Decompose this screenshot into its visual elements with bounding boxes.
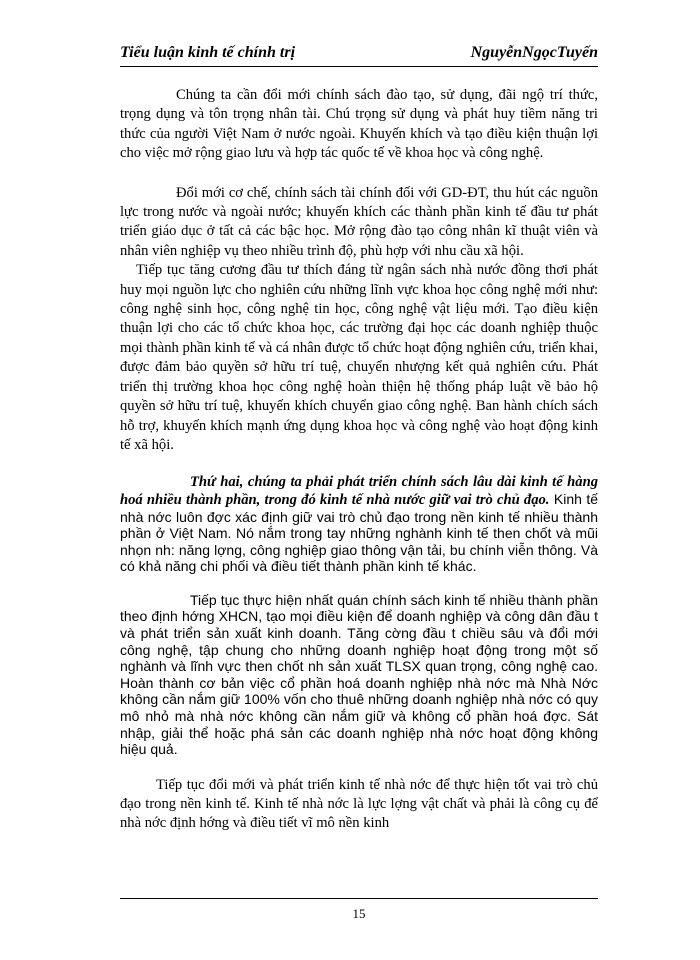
paragraph-2: Đổi mới cơ chế, chính sách tài chính đối với GD-ĐT, thu hút các nguồn lực trong nước và ngoài nước; khuyến khích các thành phần kinh tế đầu tư phát triển giáo dục ở tất cả các bậc học. Mở rộng đào tạo công nhân kĩ thuật viên và nhân viên nghiệp vụ theo nhiều trình độ, phù hợp với nhu cầu xã hội. bbox=[120, 184, 598, 259]
paragraph-4-bold-lead: Thứ hai, chúng ta phải phát triển chính sách lâu dài kinh tế hàng hoá nhiều thành phần, trong đó kinh tế nhà nước giữ vai trò chủ đạo. bbox=[120, 474, 598, 508]
header-author: NguyễnNgọcTuyến bbox=[470, 44, 598, 61]
paragraph-4-body: Kinh tế nhà nớc luôn đợc xác định giữ vai trò chủ đạo trong nền kinh tế nhiều thành phần ở Việt Nam. Nó nắm trong tay những nghành kinh tế then chốt và mũi nhọn nh: năng lợng, công nghiệp giao thông vận tải, bu chính viễn thông. Và có khả năng chi phối và điều tiết thành phần kinh tế khác. bbox=[120, 490, 598, 575]
document-body bbox=[120, 86, 598, 833]
header-title: Tiểu luận kinh tế chính trị bbox=[120, 44, 296, 61]
paragraph-3: Tiếp tục tăng cương đầu tư thích đáng từ ngân sách nhà nước đồng thơi phát huy mọi nguồn lực cho nghiên cứu những lĩnh vực khoa học công nghệ mới như: công nghệ sinh học, công nghệ tin học, công nghệ vật liệu mới. Tạo điều kiện thuận lợi cho các tổ chức khoa học, các trường đại học các doanh nghiệp thuộc mọi thành phần kinh tế và cá nhân được tổ chức hoạt động nghiên cứu, triển khai, được đảm bảo quyền sở hữu trí tuệ, chuyển nhượng kết quả nghiên cứu. Phát triển thị trường khoa học công nghệ hoàn thiện hệ thống pháp luật về bảo hộ quyền sở hữu trí tuệ, khuyến khích chuyển giao công nghệ. Ban hành chích sách hỗ trợ, khuyến khích mạnh ứng dụng khoa học và công nghệ vào hoạt động kinh tế xã hội. bbox=[120, 262, 598, 453]
page-number: 15 bbox=[352, 906, 366, 921]
paragraph-4 bbox=[120, 473, 598, 575]
paragraph-6: Tiếp tục đổi mới và phát triển kinh tế nhà nớc để thực hiện tốt vai trò chủ đạo trong nền kinh tế. Kinh tế nhà nớc là lực lợng vật chất và phải là công cụ để nhà nớc định hớng và điều tiết vĩ mô nền kinh bbox=[120, 776, 598, 831]
page-header bbox=[120, 40, 598, 67]
paragraph-5: Tiếp tục thực hiện nhất quán chính sách kinh tế nhiều thành phần theo định hớng XHCN, tạo mọi điều kiện để doanh nghiệp và công dân đầu t và phát triển sản xuất kinh doanh. Tăng cờng đầu t chiều sâu và đổi mới công nghệ, tập chung cho những doanh nghiệp hoạt động trong một số nghành và lĩnh vực then chốt nh sản xuất TLSX quan trọng, công nghệ cao. Hoàn thành cơ bản việc cổ phần hoá doanh nghiệp nhà nớc mà Nhà Nớc không cần nắm giữ 100% vốn cho thuê những doanh nghiệp nhà nớc có quy mô nhỏ mà nhà nớc không cần nắm giữ và không cổ phần hoá đợc. Sát nhập, giải thể hoặc phá sản các doanh nghiệp nhà nớc hoạt động không hiệu quả. bbox=[120, 591, 598, 758]
footer-divider bbox=[120, 898, 598, 899]
paragraph-1: Chúng ta cần đổi mới chính sách đào tạo, sử dụng, đãi ngộ trí thức, trọng dụng và tôn trọng nhân tài. Chú trọng sử dụng và phát huy tiềm năng tri thức của người Việt Nam ở nước ngoài. Khuyến khích và tạo điều kiện thuận lợi cho việc mở rộng giao lưu và hợp tác quốc tế về khoa học và công nghệ. bbox=[120, 87, 598, 162]
